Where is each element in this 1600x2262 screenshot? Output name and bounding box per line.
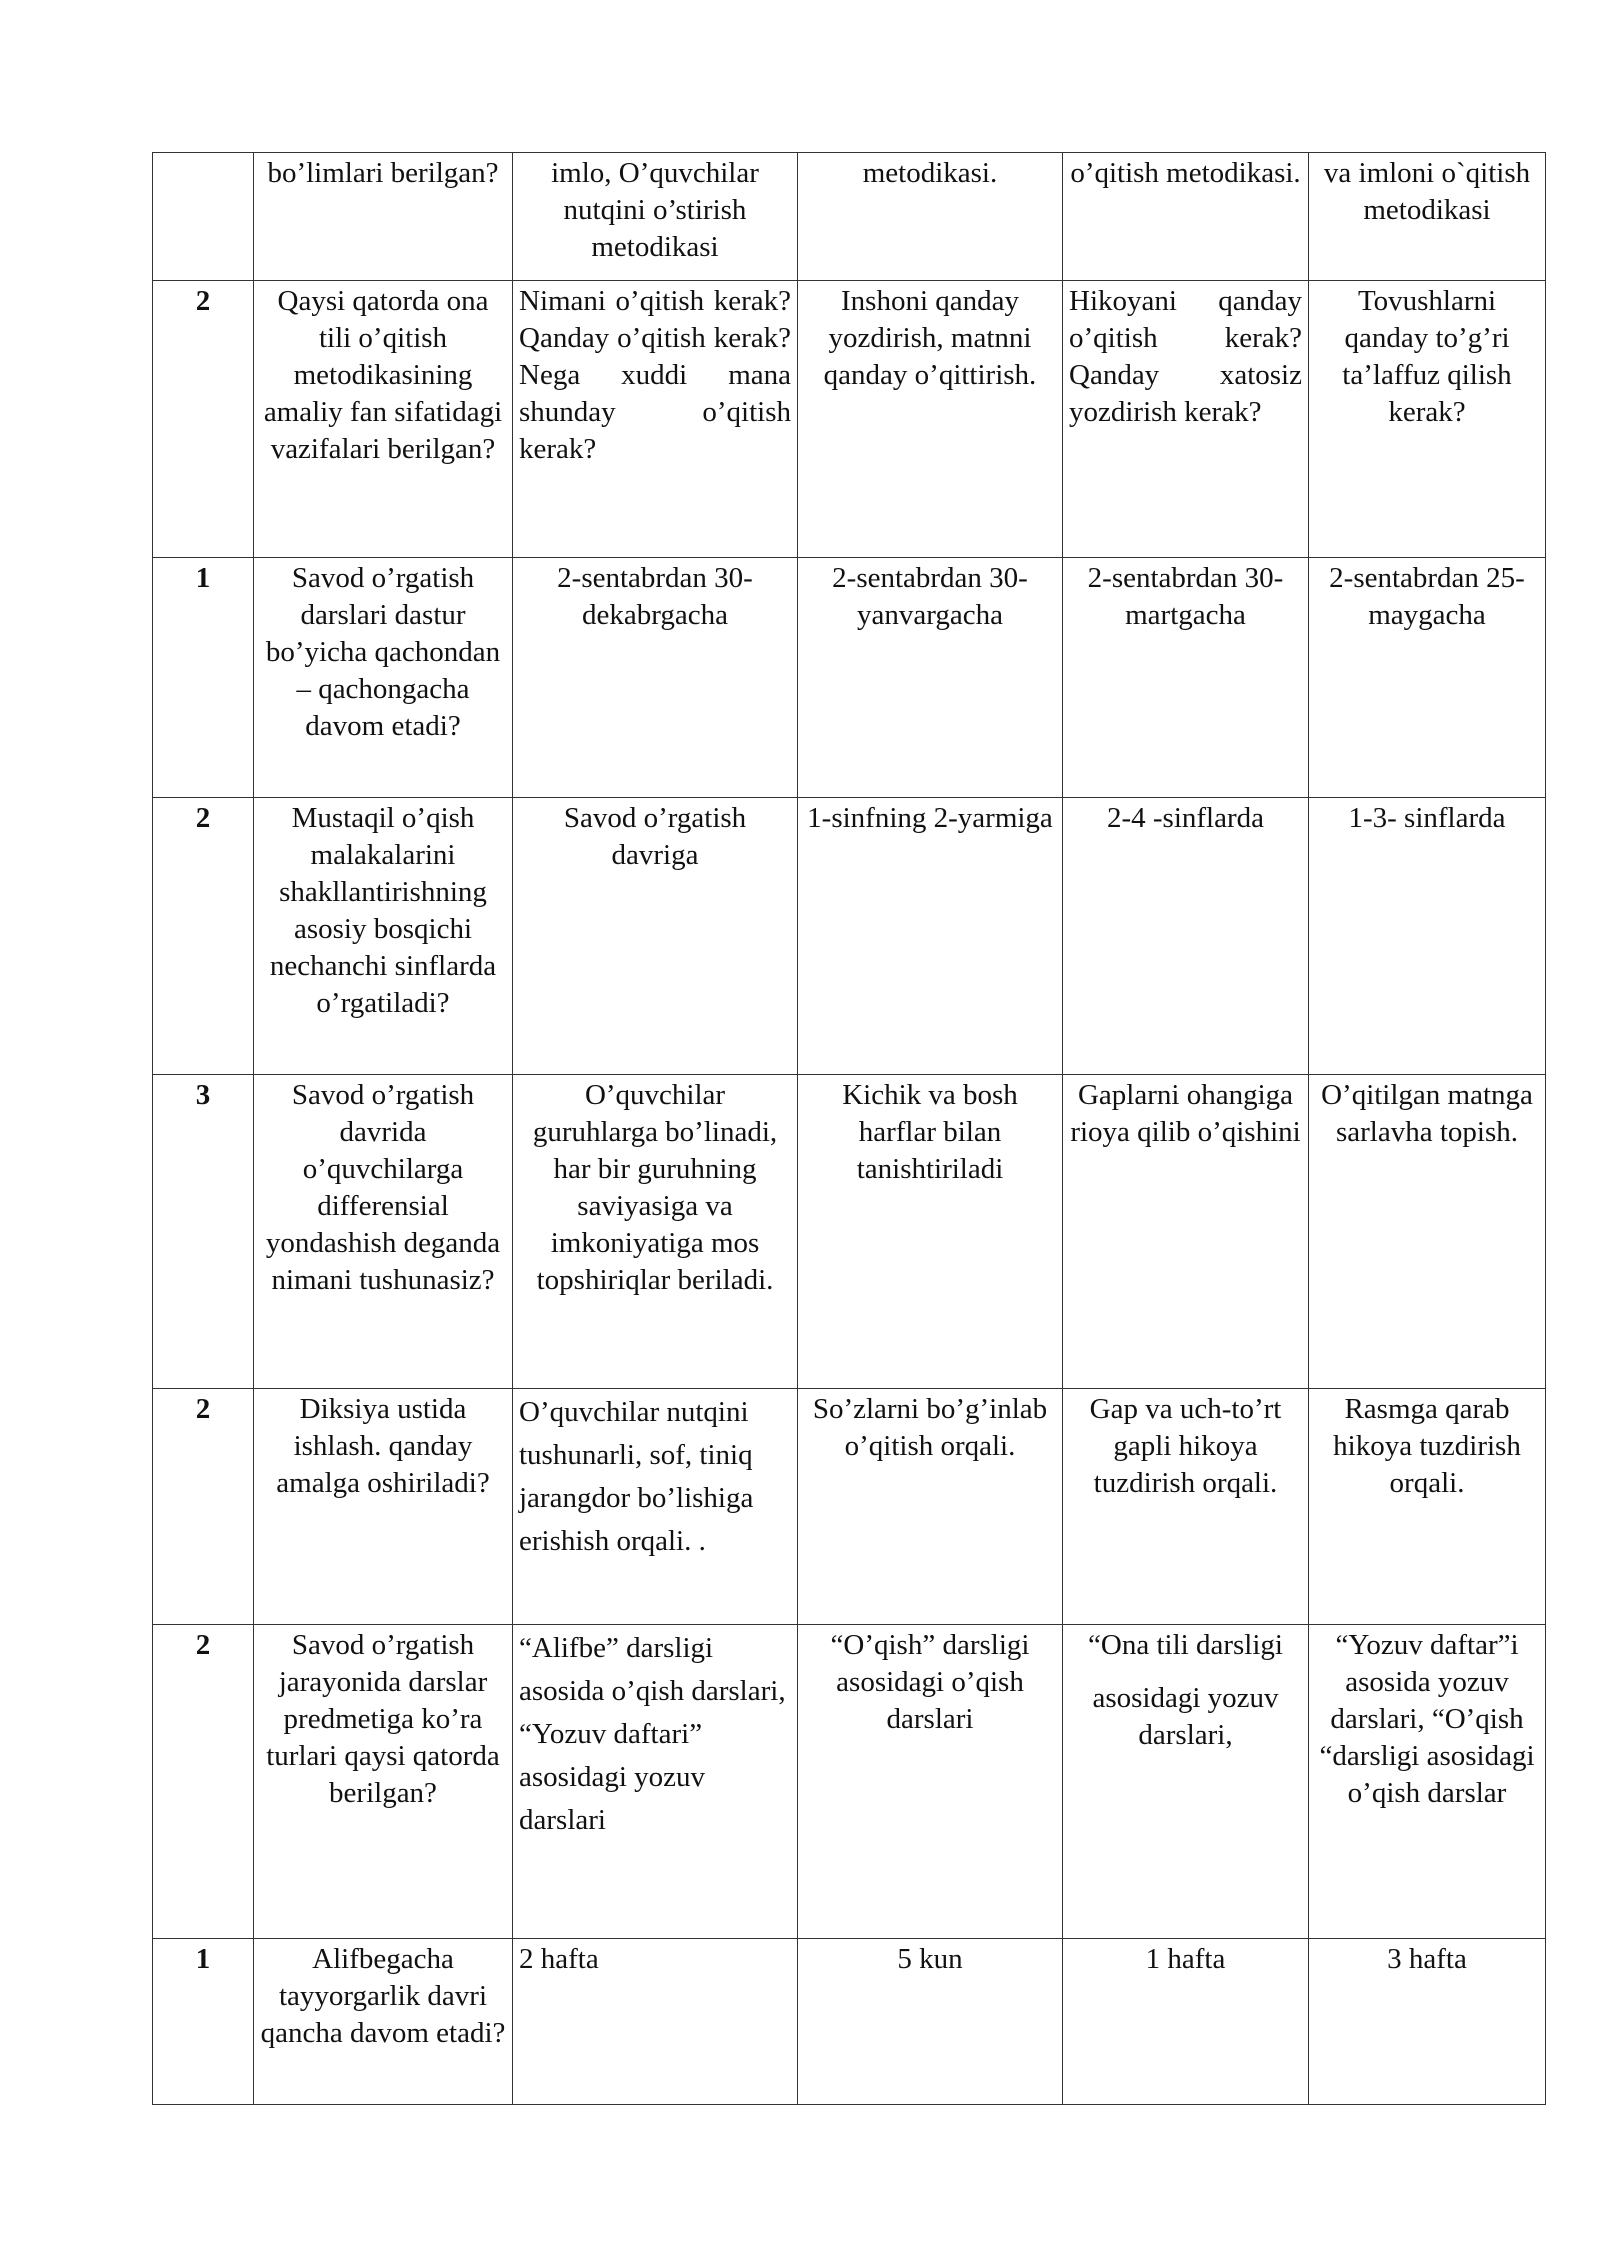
answer-option-d: O’qitilgan matnga sarlavha topish. bbox=[1309, 1075, 1546, 1389]
answer-option-a: O’quvchilar guruhlarga bo’linadi, har bir guruhning saviyasiga va imkoniyatiga mos topshiriqlar beriladi. bbox=[513, 1075, 798, 1389]
answer-option-b: metodikasi. bbox=[798, 153, 1063, 281]
question-score: 1 bbox=[153, 1939, 254, 2105]
answer-option-c: 2-4 -sinflarda bbox=[1063, 798, 1309, 1075]
table-row bbox=[153, 1389, 1546, 1625]
answer-option-c-line-1: “Ona tili darsligi bbox=[1088, 1629, 1283, 1661]
answer-option-b: “O’qish” darsligi asosidagi o’qish darslari bbox=[798, 1625, 1063, 1939]
question-score: 1 bbox=[153, 558, 254, 798]
answer-option-a: imlo, O’quvchilar nutqini o’stirish metodikasi bbox=[513, 153, 798, 281]
question-text: Savod o’rgatish jarayonida darslar predmetiga ko’ra turlari qaysi qatorda berilgan? bbox=[254, 1625, 513, 1939]
answer-option-c bbox=[1063, 1625, 1309, 1939]
answer-option-b: So’zlarni bo’g’inlab o’qitish orqali. bbox=[798, 1389, 1063, 1625]
answer-option-c: Gap va uch-to’rt gapli hikoya tuzdirish orqali. bbox=[1063, 1389, 1309, 1625]
question-text: Savod o’rgatish darslari dastur bo’yicha qachondan – qachongacha davom etadi? bbox=[254, 558, 513, 798]
answer-option-a: O’quvchilar nutqini tushunarli, sof, tiniq jarangdor bo’lishiga erishish orqali. . bbox=[513, 1389, 798, 1625]
answer-option-d: va imloni o`qitish metodikasi bbox=[1309, 153, 1546, 281]
question-text: Mustaqil o’qish malakalarini shakllantirishning asosiy bosqichi nechanchi sinflarda o’rgatiladi? bbox=[254, 798, 513, 1075]
answer-option-a: “Alifbe” darsligi asosida o’qish darslari, “Yozuv daftari” asosidagi yozuv darslari bbox=[513, 1625, 798, 1939]
answer-option-d: 1-3- sinflarda bbox=[1309, 798, 1546, 1075]
answer-option-c: 1 hafta bbox=[1063, 1939, 1309, 2105]
question-text: Alifbegacha tayyorgarlik davri qancha davom etadi? bbox=[254, 1939, 513, 2105]
table-row bbox=[153, 798, 1546, 1075]
question-text: bo’limlari berilgan? bbox=[254, 153, 513, 281]
question-text: Qaysi qatorda ona tili o’qitish metodikasining amaliy fan sifatidagi vazifalari berilgan? bbox=[254, 281, 513, 558]
answer-option-a: Nimani o’qitish kerak? Qanday o’qitish kerak? Nega xuddi mana shunday o’qitish kerak? bbox=[513, 281, 798, 558]
question-text: Savod o’rgatish davrida o’quvchilarga differensial yondashish deganda nimani tushunasiz? bbox=[254, 1075, 513, 1389]
quiz-table bbox=[152, 152, 1546, 2105]
answer-option-b: 1-sinfning 2-yarmiga bbox=[798, 798, 1063, 1075]
answer-option-b: Kichik va bosh harflar bilan tanishtiriladi bbox=[798, 1075, 1063, 1389]
table-row bbox=[153, 281, 1546, 558]
answer-option-c: Gaplarni ohangiga rioya qilib o’qishini bbox=[1063, 1075, 1309, 1389]
question-score: 3 bbox=[153, 1075, 254, 1389]
answer-option-d: 3 hafta bbox=[1309, 1939, 1546, 2105]
question-score: 2 bbox=[153, 1625, 254, 1939]
answer-option-c: o’qitish metodikasi. bbox=[1063, 153, 1309, 281]
question-score: 2 bbox=[153, 798, 254, 1075]
answer-option-b: 2-sentabrdan 30-yanvargacha bbox=[798, 558, 1063, 798]
answer-option-c: 2-sentabrdan 30-martgacha bbox=[1063, 558, 1309, 798]
answer-option-d: 2-sentabrdan 25-maygacha bbox=[1309, 558, 1546, 798]
answer-option-a: Savod o’rgatish davriga bbox=[513, 798, 798, 1075]
answer-option-b: Inshoni qanday yozdirish, matnni qanday o’qittirish. bbox=[798, 281, 1063, 558]
table-row bbox=[153, 1075, 1546, 1389]
question-score bbox=[153, 153, 254, 281]
answer-option-d: “Yozuv daftar”i asosida yozuv darslari, “O’qish “darsligi asosidagi o’qish darslar bbox=[1309, 1625, 1546, 1939]
answer-option-c: Hikoyani qanday o’qitish kerak? Qanday xatosiz yozdirish kerak? bbox=[1063, 281, 1309, 558]
answer-option-d: Rasmga qarab hikoya tuzdirish orqali. bbox=[1309, 1389, 1546, 1625]
table-row bbox=[153, 558, 1546, 798]
table-row bbox=[153, 153, 1546, 281]
answer-option-d: Tovushlarni qanday to’g’ri ta’laffuz qilish kerak? bbox=[1309, 281, 1546, 558]
table-row bbox=[153, 1625, 1546, 1939]
answer-option-a: 2 hafta bbox=[513, 1939, 798, 2105]
answer-option-c-line-2: asosidagi yozuv darslari, bbox=[1092, 1682, 1279, 1751]
question-text: Diksiya ustida ishlash. qanday amalga oshiriladi? bbox=[254, 1389, 513, 1625]
answer-option-b: 5 kun bbox=[798, 1939, 1063, 2105]
answer-option-a: 2-sentabrdan 30-dekabrgacha bbox=[513, 558, 798, 798]
question-score: 2 bbox=[153, 281, 254, 558]
question-score: 2 bbox=[153, 1389, 254, 1625]
table-row bbox=[153, 1939, 1546, 2105]
